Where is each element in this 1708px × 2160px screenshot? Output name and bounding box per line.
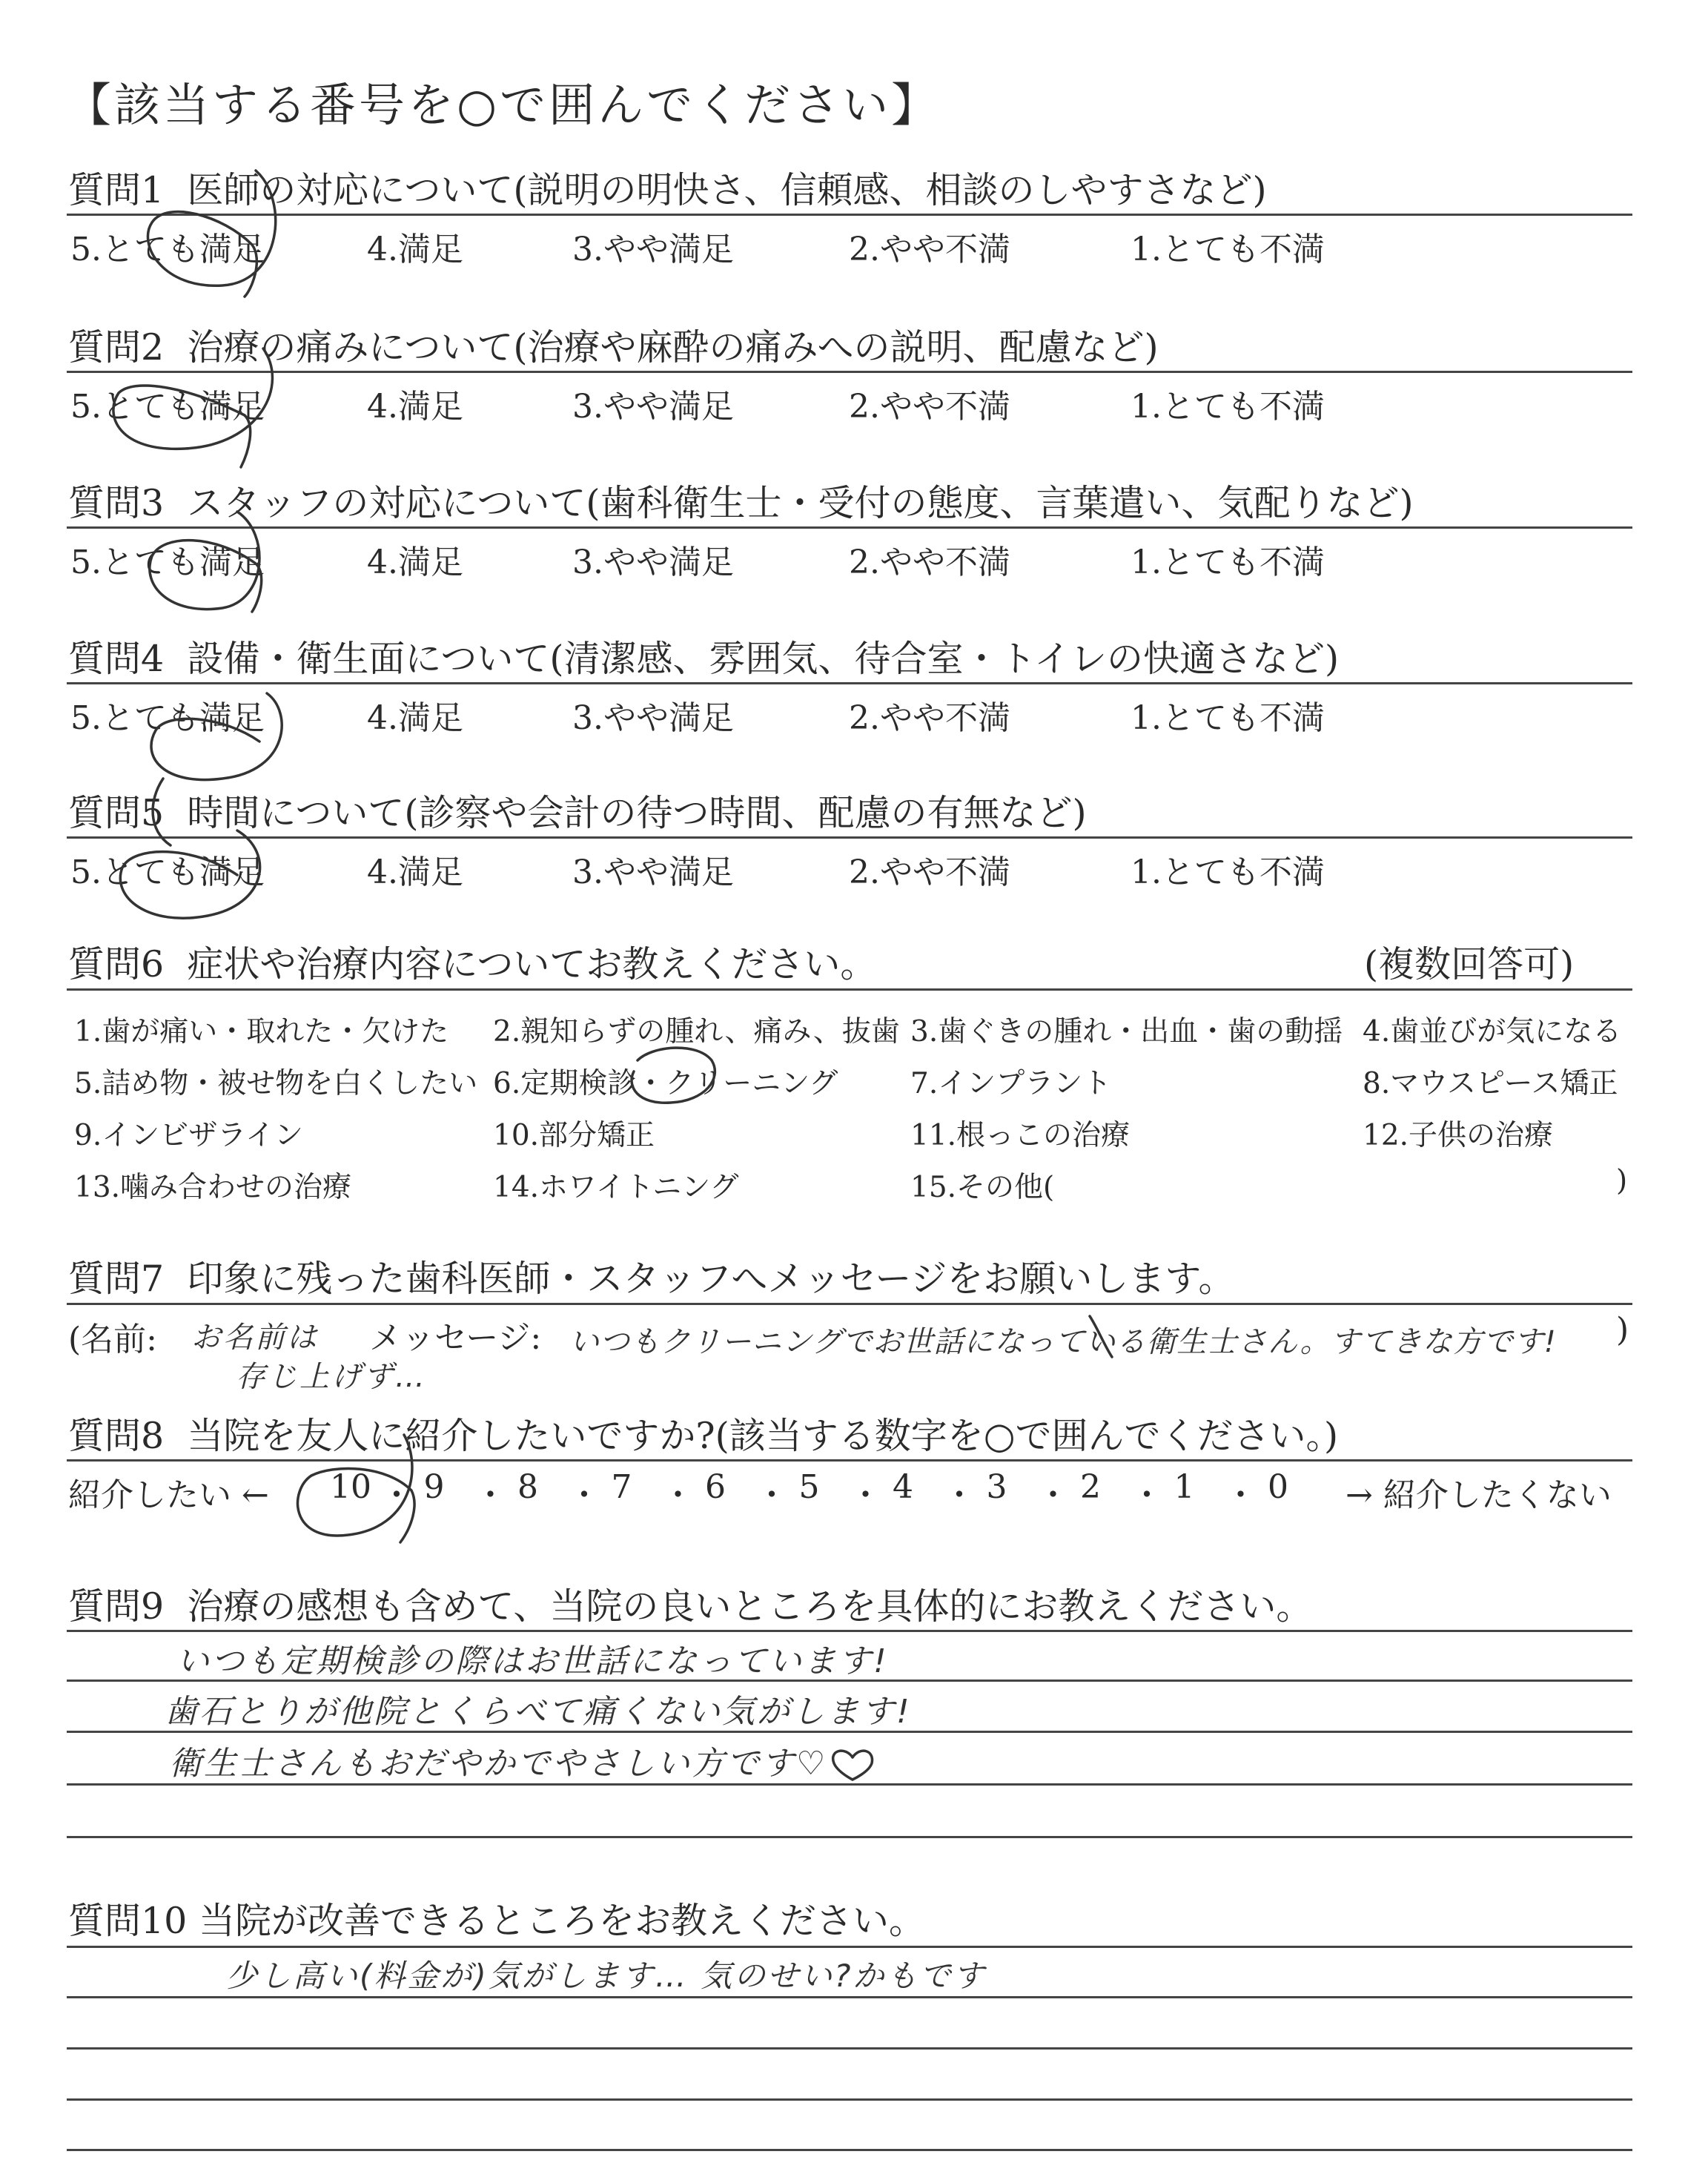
- q8-scale-6[interactable]: 6: [705, 1468, 726, 1506]
- q6-item-3[interactable]: 3.歯ぐきの腫れ・出血・歯の動揺: [910, 1015, 1343, 1048]
- q1-option-3[interactable]: 3.やや満足: [572, 231, 734, 268]
- q4-option-5[interactable]: 5.とても満足: [70, 699, 265, 737]
- q4-label: 質問4: [68, 638, 165, 680]
- q7-name-label: (名前:: [68, 1321, 157, 1358]
- q8-label: 質問8: [68, 1415, 165, 1457]
- q9-rule-1: [67, 1630, 1632, 1632]
- q10-rule-4: [67, 2098, 1632, 2101]
- q8-scale-separator: ・: [1224, 1476, 1257, 1514]
- q6-item-14[interactable]: 14.ホワイトニング: [493, 1171, 739, 1204]
- q5-option-5[interactable]: 5.とても満足: [70, 853, 265, 891]
- q9-label: 質問9: [68, 1585, 165, 1628]
- q6-heading: [68, 936, 876, 988]
- q10-heading: [68, 1892, 925, 1944]
- q6-item-1[interactable]: 1.歯が痛い・取れた・欠けた: [74, 1015, 449, 1048]
- q8-scale-3[interactable]: 3: [986, 1468, 1007, 1506]
- q8-scale-separator: ・: [943, 1476, 976, 1514]
- q3-option-4[interactable]: 4.満足: [367, 544, 463, 581]
- q6-item-15[interactable]: 15.その他(: [910, 1171, 1055, 1204]
- q6-note: (複数回答可): [1364, 943, 1575, 985]
- q7-message-label: メッセージ:: [369, 1319, 542, 1357]
- q8-scale-separator: ・: [568, 1476, 600, 1514]
- q2-option-1[interactable]: 1.とても不満: [1131, 388, 1325, 426]
- q6-item-7[interactable]: 7.インプラント: [910, 1067, 1112, 1100]
- q7-close-paren: ): [1616, 1311, 1629, 1349]
- q9-heading: [68, 1578, 1312, 1630]
- q8-scale-4[interactable]: 4: [893, 1468, 913, 1506]
- q4-heading: [68, 630, 1339, 682]
- q6-text: 症状や治療内容についてお教えください。: [187, 943, 877, 985]
- q6-item-2[interactable]: 2.親知らずの腫れ、痛み、抜歯: [493, 1015, 900, 1048]
- q10-rule-2: [67, 1996, 1632, 1998]
- q6-item-11[interactable]: 11.根っこの治療: [910, 1119, 1131, 1152]
- q8-scale-separator: ・: [380, 1476, 413, 1514]
- q6-rule: [67, 988, 1632, 991]
- q5-option-4[interactable]: 4.満足: [367, 853, 463, 891]
- q9-answer-line-3: 衛生士さんもおだやかでやさしい方です♡: [169, 1745, 828, 1783]
- q4-option-3[interactable]: 3.やや満足: [572, 699, 734, 737]
- page-title: 【該当する番号を○で囲んでください】: [65, 78, 941, 132]
- q8-scale-separator: ・: [849, 1476, 882, 1514]
- q1-text: 医師の対応について(説明の明快さ、信頼感、相談のしやすさなど): [187, 169, 1267, 211]
- q4-text: 設備・衛生面について(清潔感、雰囲気、待合室・トイレの快適さなど): [187, 638, 1340, 680]
- q6-item-4[interactable]: 4.歯並びが気になる: [1363, 1015, 1622, 1048]
- q3-option-2[interactable]: 2.やや不満: [849, 544, 1010, 581]
- q3-option-1[interactable]: 1.とても不満: [1131, 544, 1325, 581]
- q6-other-close-paren: ): [1616, 1164, 1628, 1198]
- q6-item-6[interactable]: 6.定期検診・クリーニング: [493, 1067, 838, 1100]
- q8-scale-9[interactable]: 9: [423, 1468, 445, 1506]
- q3-text: スタッフの対応について(歯科衛生士・受付の態度、言葉遣い、気配りなど): [187, 482, 1414, 524]
- q1-option-5[interactable]: 5.とても満足: [70, 231, 265, 268]
- q8-scale-separator: ・: [755, 1476, 788, 1514]
- q8-scale-2[interactable]: 2: [1080, 1468, 1101, 1506]
- q8-scale-separator: ・: [1036, 1476, 1070, 1514]
- q6-item-8[interactable]: 8.マウスピース矯正: [1363, 1067, 1618, 1100]
- q8-scale-10[interactable]: 10: [330, 1468, 371, 1506]
- q1-option-2[interactable]: 2.やや不満: [849, 231, 1010, 268]
- q8-left-label: 紹介したい ←: [68, 1476, 269, 1514]
- q9-text: 治療の感想も含めて、当院の良いところを具体的にお教えください。: [187, 1585, 1313, 1628]
- q2-rule: [67, 371, 1632, 373]
- q7-text: 印象に残った歯科医師・スタッフへメッセージをお願いします。: [187, 1258, 1235, 1300]
- q5-option-2[interactable]: 2.やや不満: [849, 853, 1010, 891]
- q8-scale-separator: ・: [1131, 1476, 1163, 1514]
- q7-name-value-1: お名前は: [191, 1321, 319, 1355]
- q10-rule-5: [67, 2149, 1632, 2151]
- q8-scale-5[interactable]: 5: [798, 1468, 820, 1506]
- q6-item-9[interactable]: 9.インビザライン: [74, 1119, 304, 1152]
- q5-option-1[interactable]: 1.とても不満: [1131, 853, 1325, 891]
- q7-name-value-2: 存じ上げず…: [236, 1360, 427, 1394]
- q3-option-5[interactable]: 5.とても満足: [70, 544, 265, 581]
- q4-option-1[interactable]: 1.とても不満: [1131, 699, 1325, 737]
- q1-option-4[interactable]: 4.満足: [367, 231, 463, 268]
- q8-rule: [67, 1459, 1632, 1462]
- q9-answer-line-1: いつも定期検診の際はお世話になっています!: [176, 1642, 889, 1680]
- q2-option-5[interactable]: 5.とても満足: [70, 388, 265, 426]
- q2-option-4[interactable]: 4.満足: [367, 388, 463, 426]
- q10-rule-3: [67, 2047, 1632, 2050]
- q3-rule: [67, 526, 1632, 529]
- q8-scale-0[interactable]: 0: [1268, 1468, 1288, 1506]
- q8-scale-separator: ・: [474, 1476, 507, 1514]
- q9-heart: [833, 1751, 873, 1780]
- q9-answer-line-2: 歯石とりが他院とくらべて痛くない気がします!: [165, 1693, 912, 1731]
- q2-label: 質問2: [68, 326, 165, 369]
- q10-text: 当院が改善できるところをお教えください。: [198, 1900, 925, 1942]
- q6-item-13[interactable]: 13.噛み合わせの治療: [74, 1171, 352, 1204]
- q10-rule-1: [67, 1946, 1632, 1948]
- q8-text: 当院を友人に紹介したいですか?(該当する数字を○で囲んでください。): [187, 1415, 1339, 1457]
- q8-scale-separator: ・: [661, 1476, 695, 1514]
- q7-label: 質問7: [68, 1258, 165, 1300]
- q3-heading: [68, 475, 1414, 526]
- q7-rule: [67, 1303, 1632, 1305]
- q2-text: 治療の痛みについて(治療や麻酔の痛みへの説明、配慮など): [187, 326, 1159, 369]
- q10-label: 質問10: [68, 1900, 188, 1942]
- q1-rule: [67, 214, 1632, 216]
- q5-heading: [68, 785, 1087, 836]
- q1-heading: [68, 162, 1267, 214]
- q2-heading: [68, 319, 1159, 371]
- q4-option-4[interactable]: 4.満足: [367, 699, 463, 737]
- q7-message-value: いつもクリーニングでお世話になっている衛生士さん。すてきな方です!: [569, 1325, 1557, 1359]
- q4-rule: [67, 682, 1632, 684]
- q3-label: 質問3: [68, 482, 165, 524]
- q2-option-2[interactable]: 2.やや不満: [849, 388, 1010, 426]
- q6-item-12[interactable]: 12.子供の治療: [1363, 1119, 1554, 1152]
- q6-item-5[interactable]: 5.詰め物・被せ物を白くしたい: [74, 1067, 478, 1100]
- q5-text: 時間について(診察や会計の待つ時間、配慮の有無など): [187, 792, 1087, 834]
- q2-option-3[interactable]: 3.やや満足: [572, 388, 734, 426]
- q8-scale-8[interactable]: 8: [517, 1468, 538, 1506]
- q10-answer-line-1: 少し高い(料金が)気がします… 気のせい?かもです: [226, 1958, 987, 1994]
- q3-option-3[interactable]: 3.やや満足: [572, 544, 734, 581]
- q8-scale-7[interactable]: 7: [611, 1468, 632, 1506]
- q5-label: 質問5: [68, 792, 165, 834]
- q1-option-1[interactable]: 1.とても不満: [1131, 231, 1325, 268]
- q7-heading: [68, 1250, 1235, 1302]
- q8-scale-1[interactable]: 1: [1174, 1468, 1195, 1506]
- q4-option-2[interactable]: 2.やや不満: [849, 699, 1010, 737]
- q5-rule: [67, 836, 1632, 839]
- q6-label: 質問6: [68, 943, 165, 985]
- q9-rule-5: [67, 1836, 1632, 1838]
- q6-item-10[interactable]: 10.部分矯正: [493, 1119, 655, 1152]
- q8-heading: [68, 1407, 1338, 1459]
- q5-option-3[interactable]: 3.やや満足: [572, 853, 734, 891]
- q8-right-label: → 紹介したくない: [1345, 1476, 1612, 1514]
- q1-label: 質問1: [68, 169, 165, 211]
